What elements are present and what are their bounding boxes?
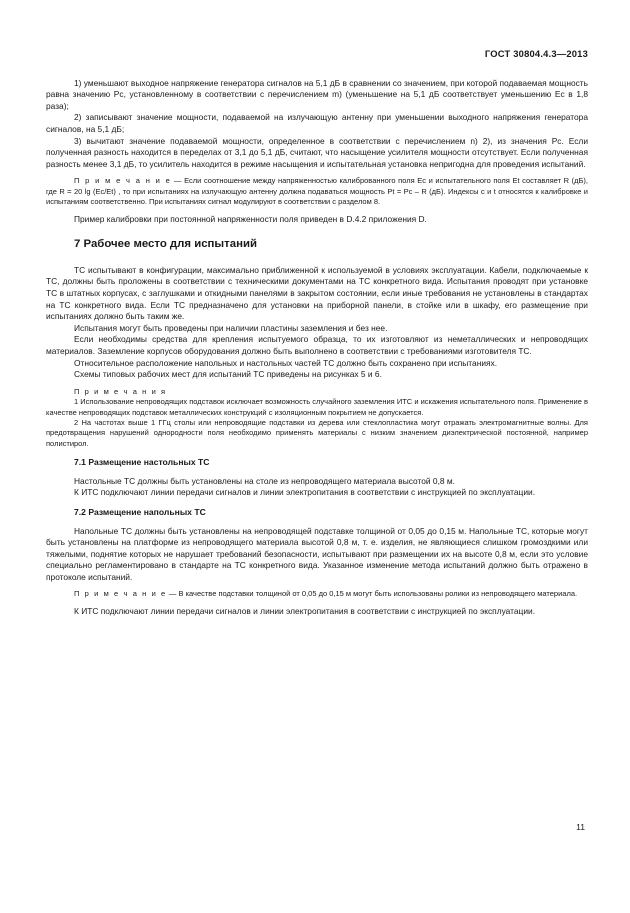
- intro-item-1: 1) уменьшают выходное напряжение генератора сигналов на 5,1 дБ в сравнении со значением, при которой подаваемая мощность равна значению Pc, установленному в соответствии с перечислением m) (уменьшение на 5,1 дБ соответствует уменьшению Ec в 1,8 раза);: [46, 77, 588, 111]
- note-rollers: [46, 589, 588, 599]
- note-heading: П р и м е ч а н и е: [74, 589, 167, 599]
- section-7-1-paragraph-2: К ИТС подключают линии передачи сигналов и линии электропитания в соответствии с инструкцией по эксплуатации.: [74, 487, 536, 498]
- intro-item-2: 2) записывают значение мощности, подаваемой на излучающую антенну при уменьшении выходного напряжения генератора сигналов, на 5,1 дБ;: [46, 112, 588, 134]
- section-7-2-title: 7.2 Размещение напольных ТС: [74, 506, 206, 517]
- note-heading: П р и м е ч а н и е: [74, 176, 172, 186]
- intro-item-3: 3) вычитают значение подаваемой мощности, определенное в соответствии с перечислением n) 2), из значения Pc. Если полученная разность находится в переделах от 3,1 до 5,1 дБ, считают, что насыщение усилителя мощности отсутствует. Если полученная разность менее 3,1 дБ, то усилитель находится в режиме насыщения и испытательная установка непригодна для проведения испытаний.: [46, 135, 588, 169]
- section-7-paragraph-4: Относительное расположение напольных и настольных частей ТС должно быть сохранено при испытаниях.: [74, 357, 498, 368]
- notes-workplace: [46, 387, 588, 449]
- note-text: — В качестве подставки толщиной от 0,05 до 0,15 м могут быть использованы ролики из непроводящего материала.: [166, 589, 578, 599]
- section-7-paragraph-3: Если необходимы средства для крепления испытуемого образца, то их изготовляют из неметаллических и непроводящих материалов. Заземление корпусов оборудования должно быть выполнено в соответствии с требованиями изготовителя ТС.: [46, 334, 588, 356]
- section-7-paragraph-2: Испытания могут быть проведены при наличии пластины заземления и без нее.: [74, 322, 388, 333]
- final-paragraph: К ИТС подключают линии передачи сигналов и линии электропитания в соответствии с инструкцией по эксплуатации.: [74, 605, 536, 616]
- standard-header: ГОСТ 30804.4.3—2013: [484, 48, 588, 59]
- page-number: 11: [576, 822, 585, 832]
- section-7-paragraph-5: Схемы типовых рабочих мест для испытаний ТС приведены на рисунках 5 и 6.: [74, 369, 382, 380]
- section-7-1-title: 7.1 Размещение настольных ТС: [74, 457, 210, 468]
- note-text: — Если соотношение между напряженностью калиброванного поля Ec и испытательного поля Et составляет R (дБ), где R = 20 lg (Ec/Et) , то при испытаниях на излучающую антенну должна подаваться мощность Pt = Pc – R (дБ). Индексы c и t относятся к калибровке и испытаниям соответственно. При испытаниях сигнал модулируют в соответствии с разделом 8.: [46, 176, 588, 207]
- section-7-2-paragraph-1: Напольные ТС должны быть установлены на непроводящей подставке толщиной от 0,05 до 0,15 м. Напольные ТС, которые могут быть установлены на платформе из непроводящего материала высотой 0,8 м, т. е. изделия, не являющиеся слишком громоздкими или тяжелыми, поднятие которых не нарушает требований безопасности, испытывают при размещении их на высоте 0,8 м, если это условие специально регламентировано в стандарте на ТС конкретного вида. Указанное изменение метода испытаний должно быть отражено в протоколе испытаний.: [46, 525, 588, 582]
- example-paragraph: Пример калибровки при постоянной напряженности поля приведен в D.4.2 приложения D.: [74, 213, 427, 224]
- section-7-title: 7 Рабочее место для испытаний: [74, 238, 257, 251]
- section-7-1-paragraph-1: Настольные ТС должны быть установлены на столе из непроводящего материала высотой 0,8 м.: [74, 475, 455, 486]
- note-item-2: 2 На частотах выше 1 ГГц столы или непроводящие подставки из дерева или стеклопластика могут отражать электромагнитные волны. Для предотвращения нарушений однородности поля необходимо применять материалы с низким значением диэлектрической постоянной, например полистирол.: [46, 417, 588, 448]
- note-calibration: [46, 176, 588, 207]
- notes-heading: П р и м е ч а н и я: [74, 386, 167, 396]
- section-7-paragraph-1: ТС испытывают в конфигурации, максимально приближенной к используемой в условиях эксплуатации. Кабели, подключаемые к ТС, должны быть проложены в соответствии с техническими документами на ТС конкретного вида. Испытания проводят при установке ТС в штатных корпусах, с заглушками и откидными панелями в закрытом состоянии, если иные требования не установлены в стандартах на ТС конкретного вида. Если ТС предназначено для установки на приборной панели, в стойке или в шкафу, его размещение при испытаниях должно быть таким же.: [46, 264, 588, 322]
- note-item-1: 1 Использование непроводящих подставок исключает возможность случайного заземления ИТС и искажения испытательного поля. Применение в качестве непроводящих подставок металлических конструкций с изоляционным покрытием не допускается.: [46, 397, 588, 417]
